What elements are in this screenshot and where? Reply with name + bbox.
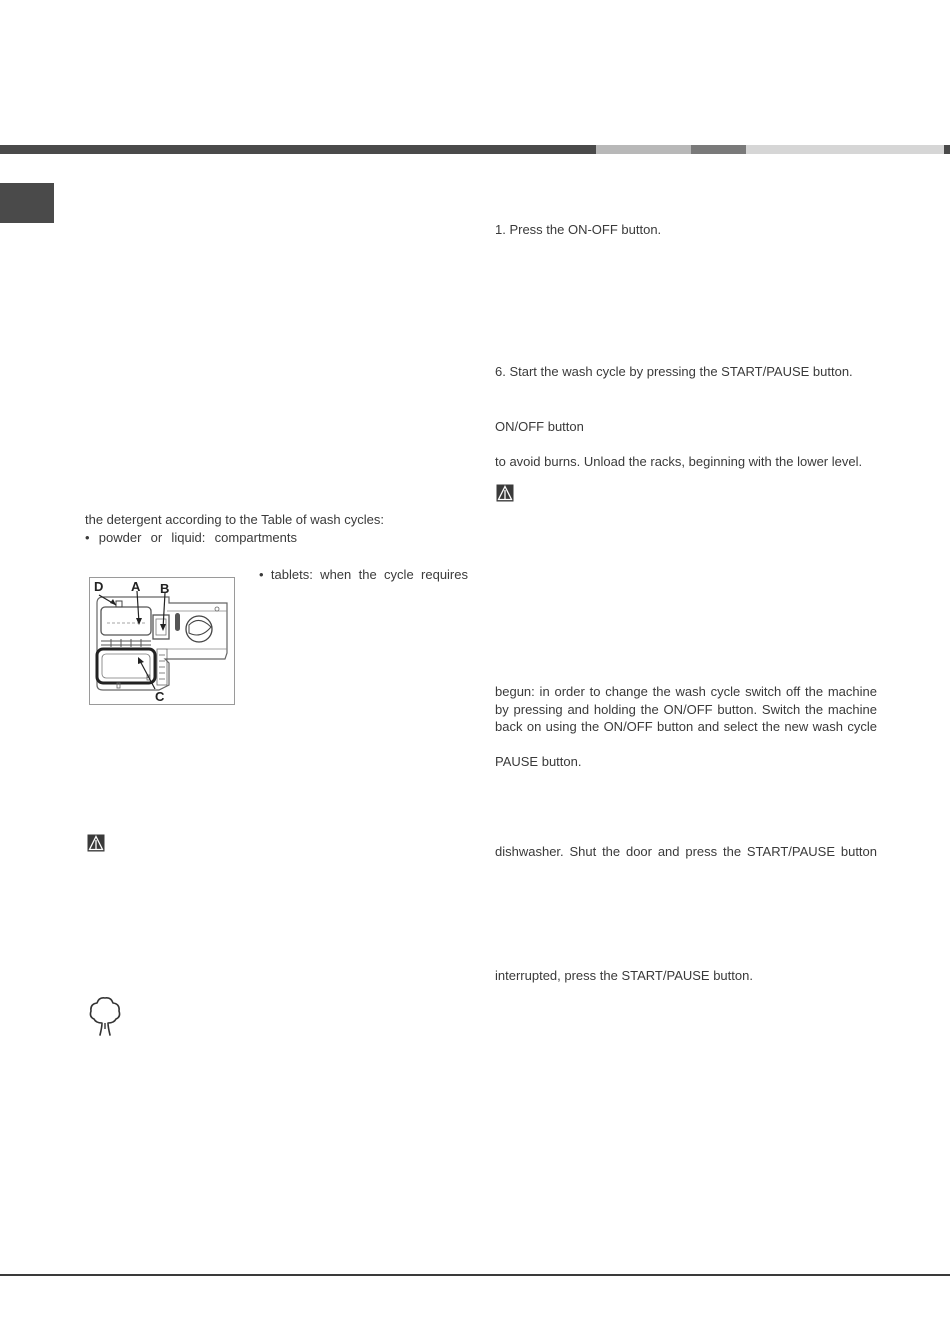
header-band-end <box>944 145 950 154</box>
interrupted-text: interrupted, press the START/PAUSE button. <box>495 968 753 983</box>
begun-line-3: back on using the ON/OFF button and select the new wash cycle <box>495 719 877 734</box>
detergent-dispenser-diagram <box>89 577 235 705</box>
pause-button-text: PAUSE button. <box>495 754 582 769</box>
tablets-bullet: • tablets: when the cycle requires <box>259 567 468 582</box>
dishwasher-door-text: dishwasher. Shut the door and press the START/PAUSE button <box>495 844 877 859</box>
header-band-mid <box>691 145 746 154</box>
onoff-button-label: ON/OFF button <box>495 419 584 434</box>
header-band-dark <box>0 145 596 154</box>
warning-triangle-icon <box>496 484 514 502</box>
begun-line-2: by pressing and holding the ON/OFF button. Switch the machine <box>495 702 877 717</box>
diagram-label-a: A <box>131 579 141 594</box>
footer-rule <box>0 1274 950 1276</box>
powder-liquid-bullet: • powder or liquid: compartments <box>85 530 297 545</box>
warning-triangle-icon <box>87 834 105 852</box>
header-band-pale <box>746 145 944 154</box>
burns-text: to avoid burns. Unload the racks, beginning with the lower level. <box>495 454 863 469</box>
header-band-light <box>596 145 691 154</box>
detergent-table-text: the detergent according to the Table of wash cycles: <box>85 512 384 527</box>
begun-line-1: begun: in order to change the wash cycle switch off the machine <box>495 684 877 699</box>
diagram-label-c: C <box>155 689 165 704</box>
tree-icon <box>86 995 124 1039</box>
diagram-label-d: D <box>94 579 104 594</box>
step-6-text: 6. Start the wash cycle by pressing the START/PAUSE button. <box>495 364 853 379</box>
step-1-text: 1. Press the ON-OFF button. <box>495 222 662 237</box>
diagram-label-b: B <box>160 581 170 596</box>
language-tab <box>0 183 54 223</box>
